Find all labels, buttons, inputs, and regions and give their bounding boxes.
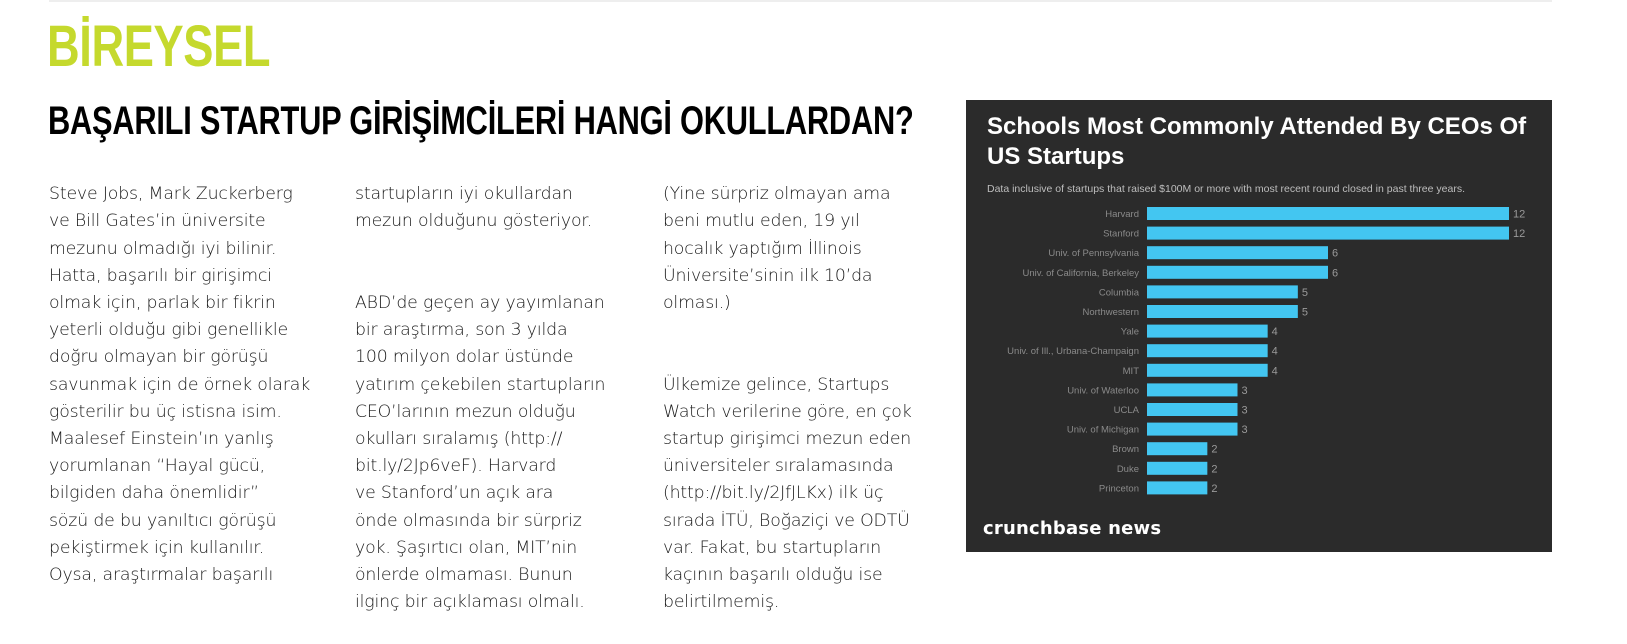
value-label: 4 [1271, 326, 1278, 339]
bar [1147, 462, 1207, 475]
value-label: 12 [1513, 228, 1526, 241]
value-label: 2 [1211, 443, 1218, 456]
category-label: Univ. of Ill., Urbana-Champaign [1007, 346, 1139, 358]
bar [1147, 227, 1509, 240]
bar [1147, 207, 1509, 220]
value-label: 4 [1271, 365, 1278, 378]
paragraph: startupların iyi okullardan mezun olduğunu gösteriyor. [355, 184, 593, 232]
bar [1147, 383, 1238, 396]
value-label: 6 [1332, 267, 1339, 280]
value-label: 3 [1241, 404, 1248, 417]
bar [1147, 481, 1207, 494]
category-label: Univ. of Waterloo [1067, 385, 1139, 397]
category-label: Columbia [1098, 287, 1139, 299]
bar [1147, 266, 1328, 279]
category-label: UCLA [1113, 405, 1139, 416]
bar [1147, 403, 1238, 416]
category-label: Stanford [1103, 228, 1139, 240]
value-label: 6 [1332, 247, 1339, 260]
value-label: 5 [1301, 286, 1308, 299]
value-label: 12 [1513, 208, 1526, 221]
bar [1147, 305, 1298, 318]
paragraph: (Yine sürpriz olmayan ama beni mutlu eden, 19 yıl hocalık yaptığım İllinois Üniversite’sinin ilk 10’da olması.) [663, 184, 891, 314]
value-label: 4 [1271, 345, 1278, 358]
paragraph: Ülkemize gelince, Startups Watch verilerine göre, en çok startup girişimci mezun eden üniversiteler sıralamasında (http://bit.ly/2JfJLKx) ilk üç sırada İTÜ, Boğaziçi ve ODTÜ var. Fakat, bu startupların kaçının başarılı olduğu ise belirtilmemiş. [663, 374, 912, 613]
value-label: 3 [1241, 424, 1248, 437]
article-column-3 [663, 154, 963, 644]
bar [1147, 423, 1238, 436]
bar [1147, 442, 1207, 455]
category-label: Princeton [1098, 483, 1139, 495]
bar-chart [966, 100, 1552, 552]
category-label: Northwestern [1082, 307, 1139, 318]
value-label: 3 [1241, 384, 1248, 397]
category-label: Harvard [1105, 209, 1139, 220]
paragraph: ABD’de geçen ay yayımlanan bir araştırma, son 3 yılda 100 milyon dolar üstünde yatırım çekebilen startupların CEO’larının mezun olduğu okulları sıralamış (http:// bit.ly/2Jp6veF). Harvard ve Stanford’un açık ara önde olmasında bir sürpriz yok. Şaşırtıcı olan, MIT’nin önlerde olmaması. Bunun ilginç bir açıklaması olmalı. [355, 293, 606, 613]
value-label: 2 [1211, 463, 1218, 476]
category-label: Brown [1112, 444, 1139, 456]
bar [1147, 246, 1328, 259]
bar [1147, 344, 1268, 357]
bar [1147, 325, 1268, 338]
top-rule [49, 0, 1552, 2]
chart-figure [966, 100, 1552, 552]
category-label: Univ. of California, Berkeley [1022, 267, 1139, 279]
chart-title: Schools Most Commonly Attended By CEOs Of US Startups [987, 113, 1527, 170]
bar [1147, 364, 1268, 377]
chart-subtitle: Data inclusive of startups that raised $100M or more with most recent round closed in past three years. [987, 183, 1465, 195]
category-label: Univ. of Pennsylvania [1048, 248, 1139, 260]
paragraph: Steve Jobs, Mark Zuckerberg ve Bill Gates’in üniversite mezunu olmadığı iyi bilinir. Hatta, başarılı bir girişimci olmak için, parlak bir fikrin yeterli olduğu gibi genellikle doğru olmayan bir görüşü savunmak için de örnek olarak gösterilir bu üç istisna isim. Maalesef Einstein’ın yanlış yorumlanan “Hayal gücü, bilgiden daha önemlidir” sözü de bu yanıltıcı görüşü pekiştirmek için kullanılır. Oysa, araştırmalar başarılı [49, 184, 311, 586]
article-column-1 [49, 154, 349, 616]
chart-source-logo: crunchbase news [983, 518, 1162, 539]
category-label: Duke [1116, 463, 1139, 475]
article-column-2 [355, 154, 655, 644]
section-label: BİREYSEL [47, 14, 271, 79]
category-label: Univ. of Michigan [1066, 424, 1139, 436]
value-label: 5 [1301, 306, 1308, 319]
category-label: Yale [1120, 326, 1139, 338]
article-headline: BAŞARILI STARTUP GİRİŞİMCİLERİ HANGİ OKULLARDAN? [48, 99, 914, 143]
category-label: MIT [1122, 365, 1139, 377]
bar [1147, 285, 1298, 298]
value-label: 2 [1211, 482, 1218, 495]
